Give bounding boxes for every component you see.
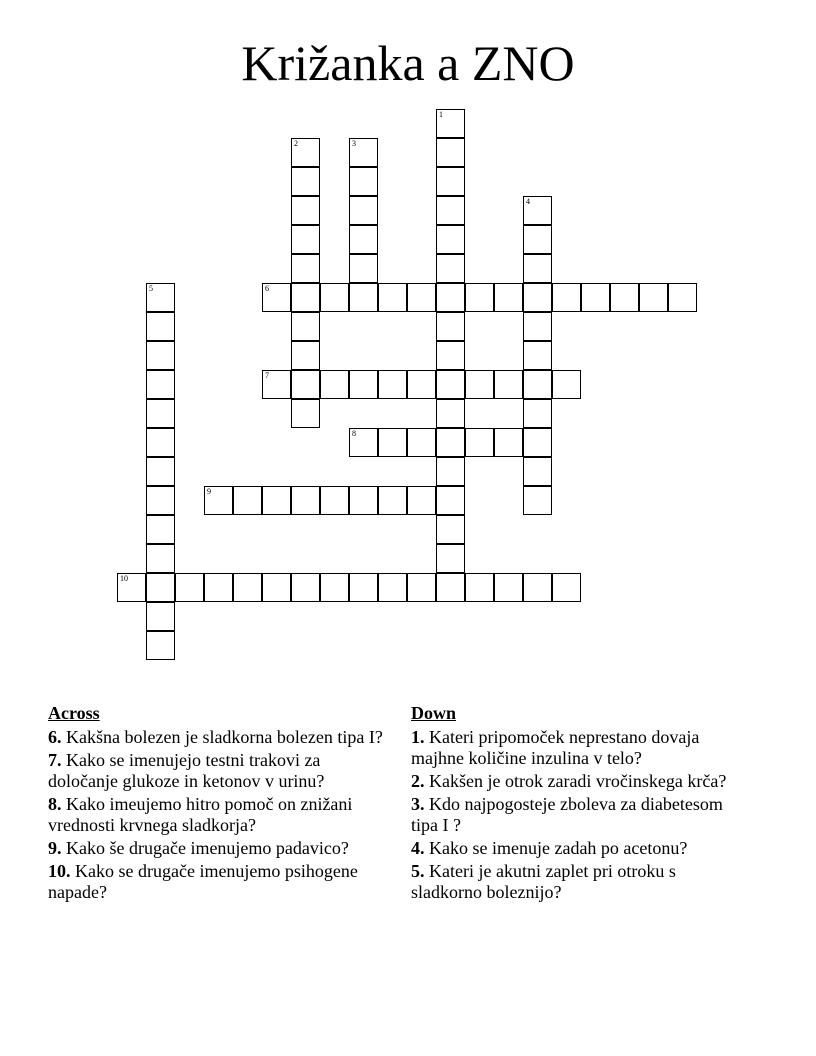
crossword-cell[interactable] xyxy=(465,283,494,312)
crossword-cell[interactable] xyxy=(291,138,320,167)
crossword-cell[interactable] xyxy=(146,544,175,573)
crossword-cell[interactable] xyxy=(407,283,436,312)
crossword-cell[interactable] xyxy=(291,167,320,196)
crossword-cell[interactable] xyxy=(523,196,552,225)
crossword-cell[interactable] xyxy=(146,602,175,631)
crossword-cell[interactable] xyxy=(291,196,320,225)
crossword-cell[interactable] xyxy=(146,341,175,370)
crossword-cell[interactable] xyxy=(639,283,668,312)
clue-text: Kateri pripomoček neprestano dovaja majhne količine inzulina v telo? xyxy=(411,727,700,768)
crossword-cell[interactable] xyxy=(146,283,175,312)
crossword-cell[interactable] xyxy=(523,573,552,602)
crossword-cell[interactable] xyxy=(494,573,523,602)
clue-text: Kateri je akutni zaplet pri otroku s sladkorno boleznijo? xyxy=(411,861,676,902)
clue-down-5 xyxy=(411,861,751,903)
crossword-cell[interactable] xyxy=(552,370,581,399)
crossword-cell[interactable] xyxy=(523,254,552,283)
crossword-cell[interactable] xyxy=(233,573,262,602)
clue-across-9 xyxy=(48,838,388,859)
clue-number: 9. xyxy=(48,838,62,858)
crossword-cell[interactable] xyxy=(349,254,378,283)
clue-text: Kakšen je otrok zaradi vročinskega krča? xyxy=(429,771,727,791)
crossword-cell[interactable] xyxy=(349,138,378,167)
crossword-cell[interactable] xyxy=(146,486,175,515)
crossword-cell[interactable] xyxy=(291,573,320,602)
crossword-cell[interactable] xyxy=(378,573,407,602)
crossword-cell[interactable] xyxy=(436,399,465,428)
crossword-cell[interactable] xyxy=(436,573,465,602)
crossword-cell[interactable] xyxy=(146,457,175,486)
crossword-cell[interactable] xyxy=(436,544,465,573)
crossword-cell[interactable] xyxy=(436,312,465,341)
crossword-cell[interactable] xyxy=(436,370,465,399)
cell-number: 4 xyxy=(526,197,530,206)
crossword-cell[interactable] xyxy=(523,370,552,399)
crossword-cell[interactable] xyxy=(204,486,233,515)
crossword-cell[interactable] xyxy=(436,196,465,225)
crossword-cell[interactable] xyxy=(291,225,320,254)
crossword-cell[interactable] xyxy=(465,428,494,457)
cell-number: 1 xyxy=(439,110,443,119)
clue-down-3 xyxy=(411,794,751,836)
clue-number: 6. xyxy=(48,727,62,747)
cell-number: 7 xyxy=(265,371,269,380)
clue-across-10 xyxy=(48,861,388,903)
crossword-cell[interactable] xyxy=(494,283,523,312)
cell-number: 5 xyxy=(149,284,153,293)
crossword-cell[interactable] xyxy=(349,573,378,602)
clue-text: Kako se imenujejo testni trakovi za določanje glukoze in ketonov v urinu? xyxy=(48,750,325,791)
crossword-cell[interactable] xyxy=(407,486,436,515)
crossword-cell[interactable] xyxy=(436,428,465,457)
crossword-cell[interactable] xyxy=(146,515,175,544)
crossword-cell[interactable] xyxy=(407,428,436,457)
cell-number: 9 xyxy=(207,487,211,496)
page-title: Križanka a ZNO xyxy=(241,35,575,91)
crossword-cell[interactable] xyxy=(581,283,610,312)
cell-number: 3 xyxy=(352,139,356,148)
crossword-cell[interactable] xyxy=(407,573,436,602)
clue-text: Kako še drugače imenujemo padavico? xyxy=(66,838,349,858)
crossword-cell[interactable] xyxy=(146,573,175,602)
clue-number: 5. xyxy=(411,861,425,881)
crossword-cell[interactable] xyxy=(175,573,204,602)
crossword-cell[interactable] xyxy=(523,457,552,486)
crossword-cell[interactable] xyxy=(146,370,175,399)
crossword-cell[interactable] xyxy=(262,370,291,399)
crossword-cell[interactable] xyxy=(436,283,465,312)
across-clues xyxy=(48,703,388,905)
crossword-cell[interactable] xyxy=(523,283,552,312)
clue-down-2 xyxy=(411,771,751,792)
clue-number: 10. xyxy=(48,861,71,881)
crossword-cell[interactable] xyxy=(291,254,320,283)
clue-down-1 xyxy=(411,727,751,769)
crossword-cell[interactable] xyxy=(436,109,465,138)
crossword-cell[interactable] xyxy=(291,399,320,428)
crossword-cell[interactable] xyxy=(436,457,465,486)
crossword-cell[interactable] xyxy=(378,283,407,312)
clue-text: Kako imeujemo hitro pomoč on znižani vrednosti krvnega sladkorja? xyxy=(48,794,353,835)
crossword-cell[interactable] xyxy=(320,370,349,399)
crossword-cell[interactable] xyxy=(204,573,233,602)
crossword-cell[interactable] xyxy=(291,283,320,312)
crossword-cell[interactable] xyxy=(291,370,320,399)
clue-text: Kakšna bolezen je sladkorna bolezen tipa I? xyxy=(66,727,383,747)
crossword-cell[interactable] xyxy=(146,399,175,428)
clue-number: 3. xyxy=(411,794,425,814)
crossword-cell[interactable] xyxy=(436,225,465,254)
clue-text: Kdo najpogosteje zboleva za diabetesom tipa I ? xyxy=(411,794,723,835)
crossword-cell[interactable] xyxy=(523,399,552,428)
clue-text: Kako se drugače imenujemo psihogene napade? xyxy=(48,861,358,902)
across-heading: Across xyxy=(48,703,100,723)
crossword-cell[interactable] xyxy=(494,370,523,399)
clue-number: 4. xyxy=(411,838,425,858)
crossword-cell[interactable] xyxy=(523,312,552,341)
crossword-cell[interactable] xyxy=(117,573,146,602)
crossword-cell[interactable] xyxy=(436,515,465,544)
crossword-cell[interactable] xyxy=(233,486,262,515)
crossword-cell[interactable] xyxy=(146,631,175,660)
crossword-cell[interactable] xyxy=(262,486,291,515)
crossword-cell[interactable] xyxy=(320,283,349,312)
crossword-cell[interactable] xyxy=(291,312,320,341)
clue-number: 7. xyxy=(48,750,62,770)
crossword-cell[interactable] xyxy=(291,341,320,370)
crossword-cell[interactable] xyxy=(349,370,378,399)
crossword-cell[interactable] xyxy=(523,428,552,457)
crossword-cell[interactable] xyxy=(523,486,552,515)
crossword-cell[interactable] xyxy=(378,370,407,399)
down-clues xyxy=(411,703,751,905)
clue-across-7 xyxy=(48,750,388,792)
crossword-cell[interactable] xyxy=(349,283,378,312)
crossword-cell[interactable] xyxy=(610,283,639,312)
clue-number: 1. xyxy=(411,727,425,747)
cell-number: 10 xyxy=(120,574,128,583)
crossword-cell[interactable] xyxy=(349,167,378,196)
crossword-cell[interactable] xyxy=(407,370,436,399)
crossword-cell[interactable] xyxy=(378,486,407,515)
clue-text: Kako se imenuje zadah po acetonu? xyxy=(429,838,688,858)
crossword-cell[interactable] xyxy=(262,573,291,602)
crossword-cell[interactable] xyxy=(146,312,175,341)
crossword-cell[interactable] xyxy=(552,573,581,602)
crossword-cell[interactable] xyxy=(494,428,523,457)
crossword-cell[interactable] xyxy=(436,167,465,196)
cell-number: 2 xyxy=(294,139,298,148)
clue-across-8 xyxy=(48,794,388,836)
crossword-cell[interactable] xyxy=(465,370,494,399)
crossword-cell[interactable] xyxy=(349,486,378,515)
crossword-cell[interactable] xyxy=(320,486,349,515)
crossword-cell[interactable] xyxy=(552,283,581,312)
crossword-cell[interactable] xyxy=(349,428,378,457)
cell-number: 6 xyxy=(265,284,269,293)
crossword-cell[interactable] xyxy=(668,283,697,312)
crossword-cell[interactable] xyxy=(436,341,465,370)
crossword-cell[interactable] xyxy=(349,196,378,225)
crossword-cell[interactable] xyxy=(320,573,349,602)
crossword-cell[interactable] xyxy=(436,254,465,283)
crossword-cell[interactable] xyxy=(146,428,175,457)
crossword-cell[interactable] xyxy=(523,341,552,370)
clue-number: 2. xyxy=(411,771,425,791)
crossword-cell[interactable] xyxy=(523,225,552,254)
crossword-cell[interactable] xyxy=(436,486,465,515)
crossword-cell[interactable] xyxy=(291,486,320,515)
down-heading: Down xyxy=(411,703,457,723)
crossword-cell[interactable] xyxy=(378,428,407,457)
crossword-cell[interactable] xyxy=(436,138,465,167)
crossword-cell[interactable] xyxy=(349,225,378,254)
cell-number: 8 xyxy=(352,429,356,438)
clue-down-4 xyxy=(411,838,751,859)
clue-across-6 xyxy=(48,727,388,748)
crossword-cell[interactable] xyxy=(465,573,494,602)
clue-number: 8. xyxy=(48,794,62,814)
crossword-cell[interactable] xyxy=(262,283,291,312)
